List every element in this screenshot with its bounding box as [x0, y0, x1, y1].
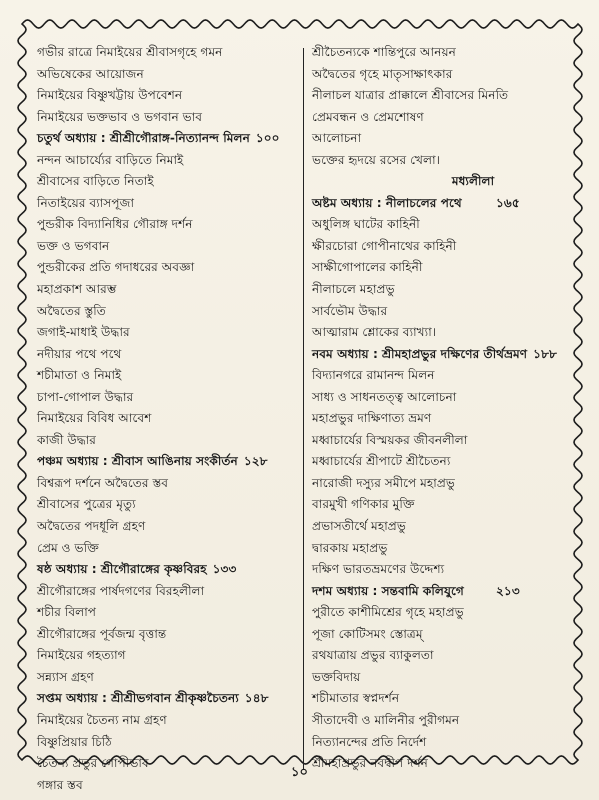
- entry-page-number: ১২৮: [243, 454, 268, 469]
- entry-title: নিমাইয়ের বিষ্ণুখট্টায় উপবেশন: [37, 88, 183, 103]
- entry-title: জগাই-মাধাই উদ্ধার: [37, 325, 130, 340]
- toc-entry: [37, 344, 299, 366]
- entry-title: নীলাচল যাত্রার প্রাক্কালে শ্রীবাসের মিনতি: [312, 88, 509, 103]
- entry-title: পঞ্চম অধ্যায় : শ্রীবাস আঙিনায় সংকীর্তন: [37, 454, 238, 469]
- toc-entry: [312, 322, 574, 344]
- entry-title: নিমাইয়ের গহত্যাগ: [37, 648, 126, 663]
- entry-title: অদ্বৈতের স্তুতি: [37, 303, 106, 318]
- entry-title: শ্রীগৌরাঙ্গের পার্ষদগণের বিরহলীলা: [37, 583, 205, 598]
- toc-entry: [37, 430, 299, 452]
- chapter-heading: [312, 581, 574, 603]
- left-toc-column: [37, 42, 299, 796]
- entry-title: বারমুখী গণিকার মুক্তি: [312, 497, 415, 512]
- entry-title: গভীর রাত্রে নিমাইয়ের শ্রীবাসগৃহে গমন: [37, 45, 223, 59]
- toc-entry: [312, 430, 574, 452]
- toc-entry: [312, 538, 574, 560]
- toc-entry: [312, 279, 574, 301]
- toc-entry: [312, 602, 574, 624]
- toc-entry: [312, 150, 574, 172]
- toc-entry: [37, 387, 299, 409]
- entry-title: অদ্বৈতের পদধূলি গ্রহণ: [37, 519, 146, 534]
- chapter-heading: [312, 193, 574, 215]
- entry-title: নারোজী দস্যুর সমীপে মহাপ্রভু: [312, 475, 456, 490]
- toc-entry: [312, 688, 574, 710]
- toc-entry: [312, 624, 574, 646]
- entry-title: দ্বারকায় মহাপ্রভু: [312, 540, 388, 555]
- toc-entry: [312, 301, 574, 323]
- entry-title: শ্রীমহাপ্রভুর নবদ্বীপ দর্শন: [312, 756, 428, 771]
- toc-entry: [37, 667, 299, 689]
- entry-title: নিত্যানন্দের প্রতি নির্দেশ: [312, 734, 427, 749]
- entry-title: নদীয়ার পথে পথে: [37, 346, 122, 361]
- entry-title: সীতাদেবী ও মালিনীর পুরীগমন: [312, 712, 460, 727]
- toc-entry: [312, 494, 574, 516]
- entry-title: অদ্বৈতের গৃহে মাতৃসাক্ষাৎকার: [312, 66, 453, 81]
- toc-entry: [37, 473, 299, 495]
- entry-title: চতুর্থ অধ্যায় : শ্রীশ্রীগৌরাঙ্গ-নিত্যানন্দ মিলন: [37, 131, 250, 146]
- entry-title: দক্ষিণ ভারতভ্রমণের উদ্দেশ্য: [312, 562, 445, 577]
- toc-entry: [37, 236, 299, 258]
- entry-title: গঙ্গার স্তব: [37, 777, 83, 792]
- chapter-heading: [37, 451, 299, 473]
- entry-title: সাক্ষীগোপালের কাহিনী: [312, 260, 423, 275]
- entry-title: পুন্ডরীকের প্রতি গদাধরের অবজ্ঞা: [37, 260, 195, 275]
- entry-title: রথযাত্রায় প্রভুর ব্যাকুলতা: [312, 648, 434, 663]
- toc-entry: [37, 732, 299, 754]
- toc-entry: [37, 538, 299, 560]
- toc-entry: [37, 107, 299, 129]
- toc-entry: [37, 645, 299, 667]
- entry-title: শ্রীবাসের পুত্রের মৃত্যু: [37, 497, 136, 512]
- toc-entry: [312, 128, 574, 150]
- entry-title: পূজা কোটিসমং স্তোত্রম্: [312, 626, 423, 641]
- toc-entry: [312, 107, 574, 129]
- entry-title: সার্বভৌম উদ্ধার: [312, 303, 388, 318]
- entry-title: অধুলিঙ্গ ঘাটের কাহিনী: [312, 217, 420, 232]
- toc-entry: [312, 64, 574, 86]
- entry-title: ষষ্ঠ অধ্যায় : শ্রীগৌরাঙ্গের কৃষ্ণবিরহ: [37, 562, 207, 577]
- entry-title: আলোচনা: [312, 131, 362, 146]
- entry-title: মহাপ্রভুর দাক্ষিণাত্য ভ্রমণ: [312, 411, 432, 426]
- entry-page-number: ১০০: [255, 131, 280, 146]
- entry-title: বিশ্বরূপ দর্শনে অদ্বৈতের স্তব: [37, 475, 168, 490]
- toc-entry: [37, 602, 299, 624]
- toc-entry: [312, 408, 574, 430]
- entry-title: নিমাইয়ের বিবিধ আবেশ: [37, 411, 152, 426]
- toc-entry: [37, 85, 299, 107]
- chapter-heading: [37, 559, 299, 581]
- chapter-heading: [37, 128, 299, 150]
- toc-entry: [37, 581, 299, 603]
- toc-entry: [312, 257, 574, 279]
- right-toc-column: [312, 42, 574, 775]
- entry-title: ভক্ত ও ভগবান: [37, 238, 110, 253]
- toc-entry: [312, 645, 574, 667]
- entry-title: প্রেম ও ভক্তি: [37, 540, 99, 555]
- entry-title: দশম অধ্যায় : সন্তবামি কলিযুগে: [312, 583, 464, 598]
- toc-entry: [312, 473, 574, 495]
- entry-page-number: ১৪৮: [244, 691, 269, 706]
- entry-title: নিমাইয়ের চৈতন্য নাম গ্রহণ: [37, 712, 167, 727]
- entry-title: নিমাইয়ের ভক্তভাব ও ভগবান ভাব: [37, 109, 203, 124]
- chapter-heading: [37, 688, 299, 710]
- column-divider: [303, 48, 304, 770]
- toc-entry: [37, 42, 299, 64]
- entry-page-number: ১৮৮: [533, 346, 557, 361]
- toc-entry: [37, 710, 299, 732]
- toc-entry: [37, 214, 299, 236]
- toc-entry: [312, 365, 574, 387]
- toc-entry: [37, 171, 299, 193]
- entry-title: পুন্ডরীক বিদ্যানিধির গৌরাঙ্গ দর্শন: [37, 217, 193, 232]
- entry-title: ক্ষীরচোরা গোপীনাথের কাহিনী: [312, 238, 457, 253]
- entry-title: মধ্যলীলা: [451, 174, 495, 189]
- toc-entry: [312, 559, 574, 581]
- entry-title: চাপা-গোপাল উদ্ধার: [37, 389, 134, 404]
- entry-title: সপ্তম অধ্যায় : শ্রীশ্রীভগবান শ্রীকৃষ্ণচৈতন্য: [37, 691, 239, 706]
- toc-entry: [37, 64, 299, 86]
- entry-title: অষ্টম অধ্যায় : নীলাচলের পথে: [312, 195, 462, 210]
- entry-title: মধ্বাচার্যের শ্রীপাটে শ্রীচৈতন্য: [312, 454, 451, 469]
- toc-entry: [312, 710, 574, 732]
- toc-entry: [312, 667, 574, 689]
- entry-title: অভিষেকের আয়োজন: [37, 66, 144, 81]
- toc-entry: [312, 42, 574, 64]
- toc-entry: [312, 516, 574, 538]
- entry-title: কাজী উদ্ধার: [37, 432, 96, 447]
- entry-title: প্রেমবন্ধন ও প্রেমশোষণ: [312, 109, 424, 124]
- entry-title: মহাপ্রকাশ আরম্ভ: [37, 282, 117, 297]
- toc-entry: [312, 236, 574, 258]
- entry-title: বিষ্ণুপ্রিয়ার চিঠি: [37, 734, 112, 749]
- entry-title: সাধ্য ও সাধনতত্ত্ব আলোচনা: [312, 389, 457, 404]
- entry-title: শচীমাতা ও নিমাই: [37, 368, 122, 383]
- toc-entry: [37, 322, 299, 344]
- toc-entry: [37, 150, 299, 172]
- entry-title: নিতাইয়ের ব্যাসপূজা: [37, 195, 135, 210]
- entry-title: পুরীতে কাশীমিশ্রের গৃহে মহাপ্রভু: [312, 605, 464, 620]
- section-heading: [312, 171, 574, 193]
- toc-entry: [37, 301, 299, 323]
- entry-title: মধ্বাচার্যের বিস্ময়কর জীবনলীলা: [312, 432, 468, 447]
- entry-title: নীলাচলে মহাপ্রভু: [312, 282, 395, 297]
- toc-entry: [37, 279, 299, 301]
- entry-page-number: ১৬৫: [496, 195, 520, 210]
- entry-page-number: ২১৩: [496, 583, 520, 598]
- entry-title: শ্রীবাসের বাড়িতে নিতাই: [37, 174, 154, 189]
- toc-entry: [37, 193, 299, 215]
- entry-title: শ্রীগৌরাঙ্গের পূর্বজন্ম বৃত্তান্ত: [37, 626, 167, 641]
- entry-title: শচীমাতার স্বপ্নদর্শন: [312, 691, 400, 706]
- entry-title: নন্দন আচার্য্যের বাড়িতে নিমাই: [37, 152, 184, 167]
- toc-entry: [312, 387, 574, 409]
- toc-entry: [312, 85, 574, 107]
- page-number: ১০: [291, 765, 308, 780]
- toc-entry: [312, 214, 574, 236]
- chapter-heading: [312, 344, 574, 366]
- entry-title: চৈতন্য প্রভুর গোপীভাব: [37, 756, 149, 771]
- entry-title: শচীর বিলাপ: [37, 605, 97, 620]
- entry-title: সন্ন্যাস গ্রহণ: [37, 669, 94, 684]
- entry-title: শ্রীচৈতন্যকে শান্তিপুরে আনয়ন: [312, 45, 456, 59]
- entry-page-number: ১৩৩: [212, 562, 237, 577]
- toc-entry: [37, 408, 299, 430]
- entry-title: আত্মারাম শ্লোকের ব্যাখ্যা।: [312, 325, 437, 340]
- entry-title: বিদ্যানগরে রামানন্দ মিলন: [312, 368, 435, 383]
- entry-title: প্রভাসতীর্থে মহাপ্রভু: [312, 519, 406, 534]
- toc-entry: [312, 451, 574, 473]
- toc-entry: [37, 494, 299, 516]
- toc-entry: [37, 257, 299, 279]
- toc-entry: [312, 732, 574, 754]
- entry-title: ভক্তবিদায়: [312, 669, 361, 684]
- entry-title: ভক্তের হৃদয়ে রসের খেলা।: [312, 152, 441, 167]
- toc-entry: [37, 365, 299, 387]
- toc-entry: [37, 516, 299, 538]
- toc-entry: [37, 624, 299, 646]
- entry-title: নবম অধ্যায় : শ্রীমহাপ্রভুর দক্ষিণের তীর্থভ্রমণ: [312, 346, 528, 361]
